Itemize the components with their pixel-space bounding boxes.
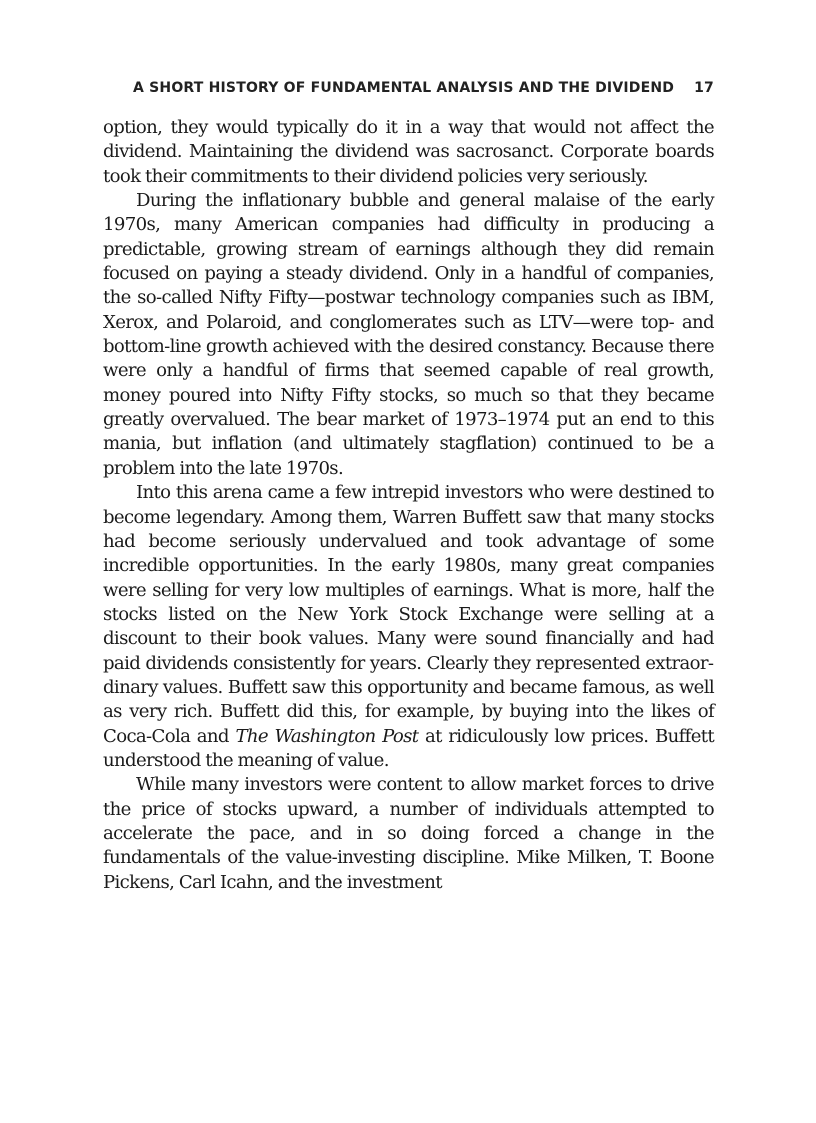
body-text — [103, 116, 714, 895]
paragraph-3-text-before: Into this arena came a few intrepid investors who were destined to become legendary. Among them, Warren Buffett saw that many stocks had become seriously undervalued and took advantage of some incredible opportunities. In the early 1980s, many great companies were selling for very low multiples of earnings. What is more, half the stocks listed on the New York Stock Exchange were selling at a discount to their book values. Many were sound financially and had paid dividends consistently for years. Clearly they represented extraordinary values. Buffett saw this opportunity and became famous, as well as very rich. Buffett did this, for example, by buying into the likes of Coca-Cola and — [103, 482, 714, 747]
newspaper-title: The Washington Post — [235, 725, 419, 747]
paragraph-3 — [103, 481, 714, 773]
page-number: 17 — [694, 80, 714, 96]
paragraph-1: option, they would typically do it in a way that would not affect the dividend. Maintaining the dividend was sacrosanct. Corporate boards took their commitments to their dividend policies very seriously. — [103, 117, 714, 187]
running-header — [103, 80, 714, 96]
paragraph-2: During the inflationary bubble and general malaise of the early 1970s, many American companies had difficulty in producing a predictable, growing stream of earnings although they did remain focused on paying a steady dividend. Only in a handful of companies, the so-called Nifty Fifty—postwar technology companies such as IBM, Xerox, and Polaroid, and conglomerates such as LTV—were top- and bottom-line growth achieved with the desired constancy. Because there were only a handful of firms that seemed capable of real growth, money poured into Nifty Fifty stocks, so much so that they became greatly overvalued. The bear market of 1973–1974 put an end to this mania, but inflation (and ultimately stagflation) continued to be a problem into the late 1970s. — [103, 190, 714, 479]
chapter-title: A SHORT HISTORY OF FUNDAMENTAL ANALYSIS AND THE DIVIDEND — [133, 80, 675, 96]
page-content — [103, 80, 714, 895]
paragraph-3-text-after: at ridiculously low prices. Buffett understood the meaning of value. — [103, 725, 714, 771]
paragraph-4: While many investors were content to allow market forces to drive the price of stocks upward, a number of individuals attempted to accelerate the pace, and in so doing forced a change in the fundamentals of the value-investing discipline. Mike Milken, T. Boone Pickens, Carl Icahn, and the investment — [103, 774, 714, 893]
